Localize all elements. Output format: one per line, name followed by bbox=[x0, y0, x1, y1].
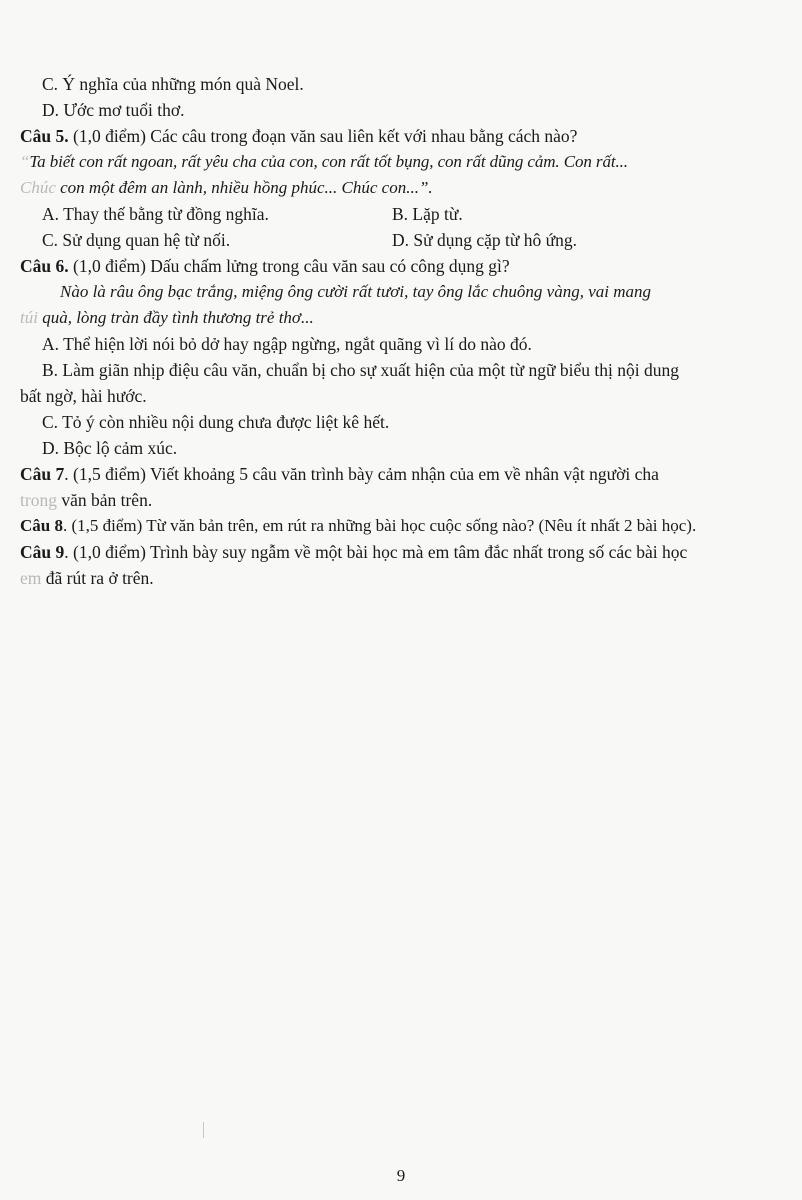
quote-text: quà, lòng tràn đầy tình thương trẻ thơ... bbox=[37, 308, 314, 327]
quote-faded-word: Chúc bbox=[20, 178, 56, 197]
question-text: đã rút ra ở trên. bbox=[41, 568, 154, 588]
q6-option-b-line-2: bất ngờ, hài hước. bbox=[20, 386, 147, 406]
question-label: Câu 5. bbox=[20, 126, 69, 146]
question-8 bbox=[20, 514, 778, 538]
question-label: Câu 8 bbox=[20, 516, 63, 535]
option-d-prev: D. Ước mơ tuổi thơ. bbox=[42, 100, 185, 120]
faded-word: em bbox=[20, 568, 42, 588]
q5-quote-line-1 bbox=[20, 150, 778, 174]
faded-word: trong bbox=[20, 490, 57, 510]
question-text: . (1,0 điểm) Trình bày suy ngẫm về một bài học mà em tâm đắc nhất trong số các bài học bbox=[64, 542, 688, 562]
quote-text: con một đêm an lành, nhiều hồng phúc... Chúc con...”. bbox=[55, 178, 433, 197]
question-text: . (1,5 điểm) Viết khoảng 5 câu văn trình bày cảm nhận của em về nhân vật người cha bbox=[64, 464, 659, 484]
quote-text: Ta biết con rất ngoan, rất yêu cha của con, con rất tốt bụng, con rất dũng cảm. Con rất... bbox=[29, 152, 628, 171]
question-9 bbox=[20, 540, 778, 564]
q5-quote-line-2 bbox=[20, 176, 778, 200]
page-number: 9 bbox=[396, 1166, 406, 1185]
question-7 bbox=[20, 462, 778, 486]
question-label: Câu 6. bbox=[20, 256, 69, 276]
q6-quote-line-1: Nào là râu ông bạc trắng, miệng ông cười rất tươi, tay ông lắc chuông vàng, vai mang bbox=[60, 282, 652, 301]
q6-option-c: C. Tỏ ý còn nhiều nội dung chưa được liệt kê hết. bbox=[42, 412, 390, 432]
question-9-continued bbox=[20, 566, 778, 590]
option-c: C. Sử dụng quan hệ từ nối. bbox=[42, 230, 231, 250]
quote-faded-word: túi bbox=[20, 308, 38, 327]
option-a: A. Thay thế bằng từ đồng nghĩa. bbox=[42, 204, 269, 224]
quote-mark: “ bbox=[20, 152, 30, 171]
q5-options-row-2 bbox=[42, 228, 778, 252]
q6-option-a: A. Thể hiện lời nói bỏ dở hay ngập ngừng, ngắt quãng vì lí do nào đó. bbox=[42, 334, 532, 354]
q6-quote-line-2 bbox=[20, 306, 778, 330]
question-text: văn bản trên. bbox=[56, 490, 153, 510]
option-c-prev: C. Ý nghĩa của những món quà Noel. bbox=[42, 74, 304, 94]
q6-option-b-line-1: B. Làm giãn nhịp điệu câu văn, chuẩn bị cho sự xuất hiện của một từ ngữ biểu thị nội dung bbox=[42, 360, 679, 380]
question-text: . (1,5 điểm) Từ văn bản trên, em rút ra những bài học cuộc sống nào? (Nêu ít nhất 2 bài học). bbox=[62, 516, 697, 535]
question-label: Câu 7 bbox=[20, 464, 65, 484]
option-b: B. Lặp từ. bbox=[392, 204, 463, 224]
q5-options-row-1 bbox=[42, 202, 778, 226]
scan-mark bbox=[203, 1122, 204, 1138]
option-d: D. Sử dụng cặp từ hô ứng. bbox=[392, 230, 577, 250]
question-label: Câu 9 bbox=[20, 542, 65, 562]
question-text: (1,0 điểm) Các câu trong đoạn văn sau liên kết với nhau bằng cách nào? bbox=[68, 126, 578, 146]
question-7-continued bbox=[20, 488, 778, 512]
question-text: (1,0 điểm) Dấu chấm lửng trong câu văn sau có công dụng gì? bbox=[68, 256, 510, 276]
question-5 bbox=[20, 124, 778, 148]
question-6 bbox=[20, 254, 778, 278]
q6-option-d: D. Bộc lộ cảm xúc. bbox=[42, 438, 178, 458]
